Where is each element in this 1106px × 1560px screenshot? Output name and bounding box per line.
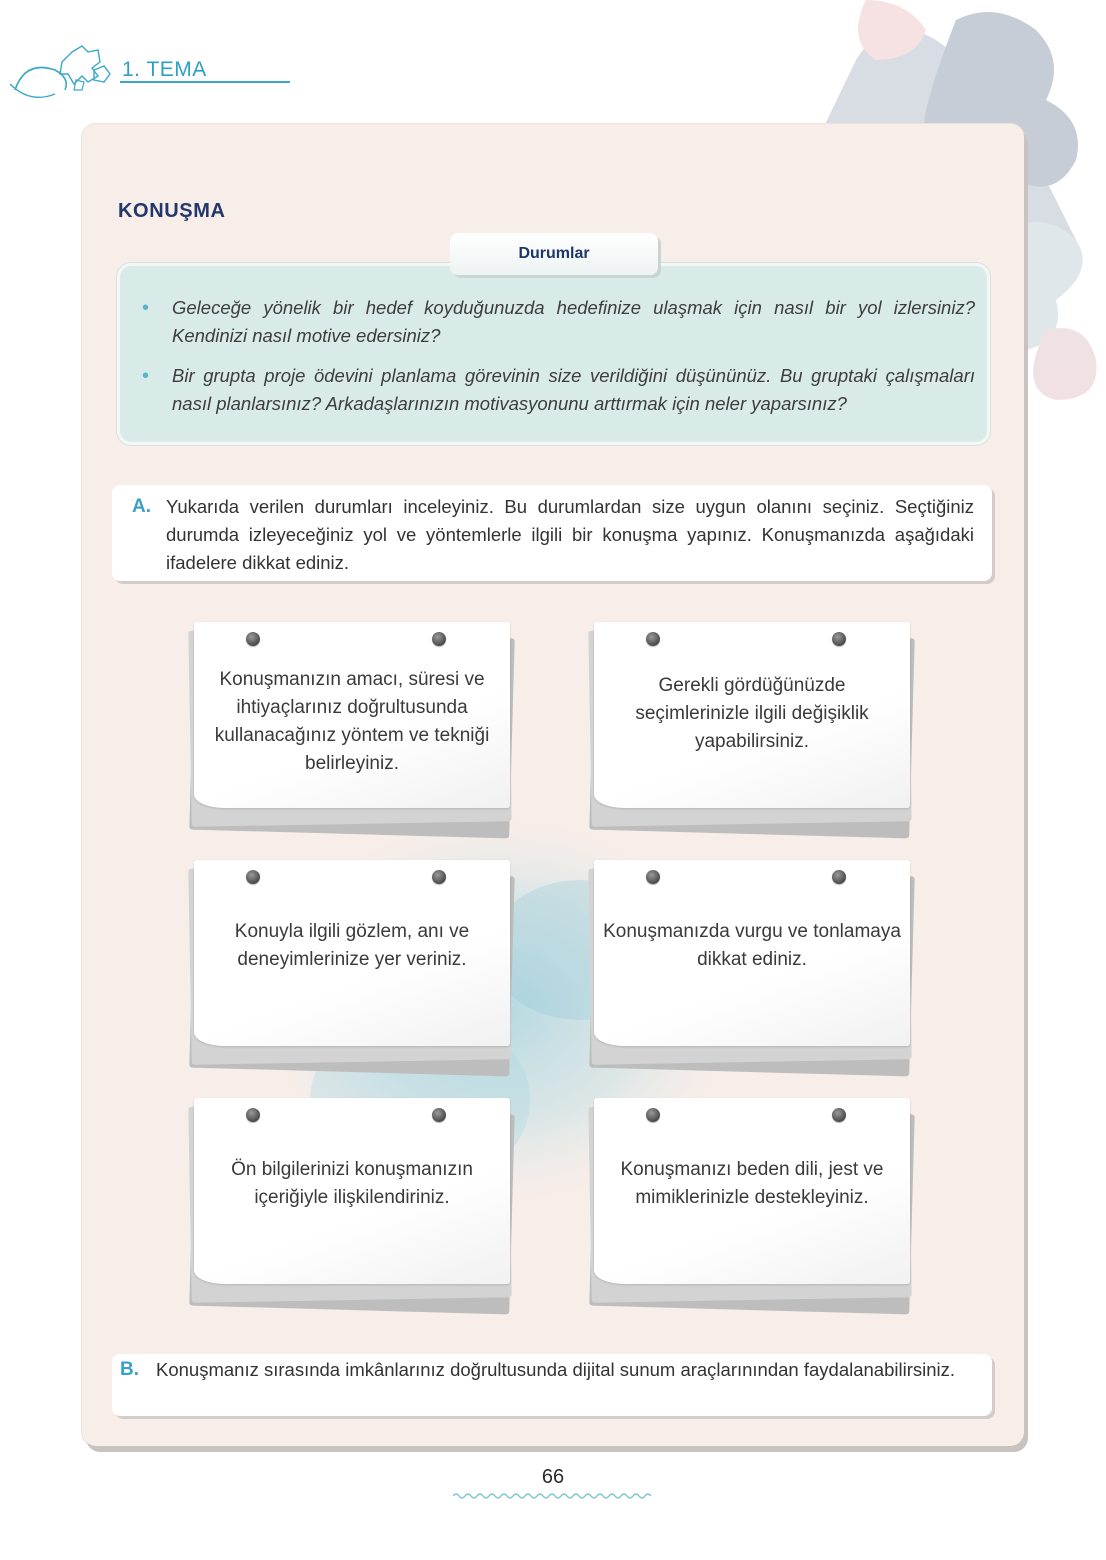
pin-icon — [832, 632, 846, 646]
situations-box — [117, 263, 990, 445]
bullet-icon: • — [142, 297, 150, 319]
pin-icon — [432, 870, 446, 884]
instruction-text: Yukarıda verilen durumları inceleyiniz. Bu durumlardan size uygun olanını seçiniz. Seçtiğiniz durumda izleyeceğiniz yol ve yöntemlerle ilgili bir konuşma yapınız. Konuşmanızda aşağıdaki ifadelere dikkat ediniz. — [166, 496, 974, 573]
pin-icon — [432, 632, 446, 646]
theme-label: 1. TEMA — [122, 58, 207, 81]
instruction-b — [112, 1354, 992, 1416]
pin-icon — [432, 1108, 446, 1122]
pinned-note — [586, 860, 916, 1072]
instruction-text: Konuşmanız sırasında imkânlarınız doğrultusunda dijital sunum araçlarınından faydalanabilirsiniz. — [156, 1359, 956, 1380]
pin-icon — [646, 1108, 660, 1122]
pin-icon — [832, 1108, 846, 1122]
section-title: KONUŞMA — [118, 200, 226, 222]
pinned-note — [586, 1098, 916, 1310]
instruction-letter: A. — [132, 496, 151, 517]
instruction-a — [112, 485, 992, 581]
note-text: Konuşmanızın amacı, süresi ve ihtiyaçlarınız doğrultusunda kullanacağınız yöntem ve tekniği belirleyiniz. — [214, 669, 490, 774]
situation-item — [140, 294, 975, 350]
pin-icon — [246, 1108, 260, 1122]
pinned-note — [586, 622, 916, 834]
pin-icon — [646, 870, 660, 884]
note-text: Konuşmanızı beden dili, jest ve mimiklerinizle destekleyiniz. — [620, 1159, 884, 1208]
header-underline — [120, 81, 290, 83]
situation-item — [140, 362, 975, 418]
note-text: Konuşmanızda vurgu ve tonlamaya dikkat ediniz. — [603, 921, 901, 970]
note-text: Konuyla ilgili gözlem, anı ve deneyimlerinize yer veriniz. — [234, 921, 470, 970]
chapter-header — [10, 40, 290, 100]
pinned-note — [186, 1098, 516, 1310]
situation-text: Geleceğe yönelik bir hedef koyduğunuzda hedefinize ulaşmak için nasıl bir yol izlersiniz? Kendinizi nasıl motive edersiniz? — [172, 297, 975, 346]
pinned-note — [186, 860, 516, 1072]
pin-icon — [646, 632, 660, 646]
situations-tab: Durumlar — [450, 233, 658, 275]
pin-icon — [832, 870, 846, 884]
note-text: Gerekli gördüğünüzde seçimlerinizle ilgili değişiklik yapabilirsiniz. — [635, 675, 869, 752]
pinned-note — [186, 622, 516, 834]
situations-list — [140, 294, 975, 430]
note-text: Ön bilgilerinizi konuşmanızın içeriğiyle ilişkilendiriniz. — [231, 1159, 473, 1208]
instruction-letter: B. — [120, 1359, 139, 1380]
bullet-icon: • — [142, 365, 150, 387]
page-number: 66 — [541, 1466, 565, 1488]
situation-text: Bir grupta proje ödevini planlama görevinin size verildiğini düşününüz. Bu gruptaki çalışmaları nasıl planlarsınız? Arkadaşlarınızın motivasyonunu arttırmak için neler yaparsınız? — [172, 365, 975, 414]
puzzle-swirl-icon — [10, 40, 125, 100]
page-dots-decoration — [453, 1492, 653, 1500]
pin-icon — [246, 870, 260, 884]
pin-icon — [246, 632, 260, 646]
